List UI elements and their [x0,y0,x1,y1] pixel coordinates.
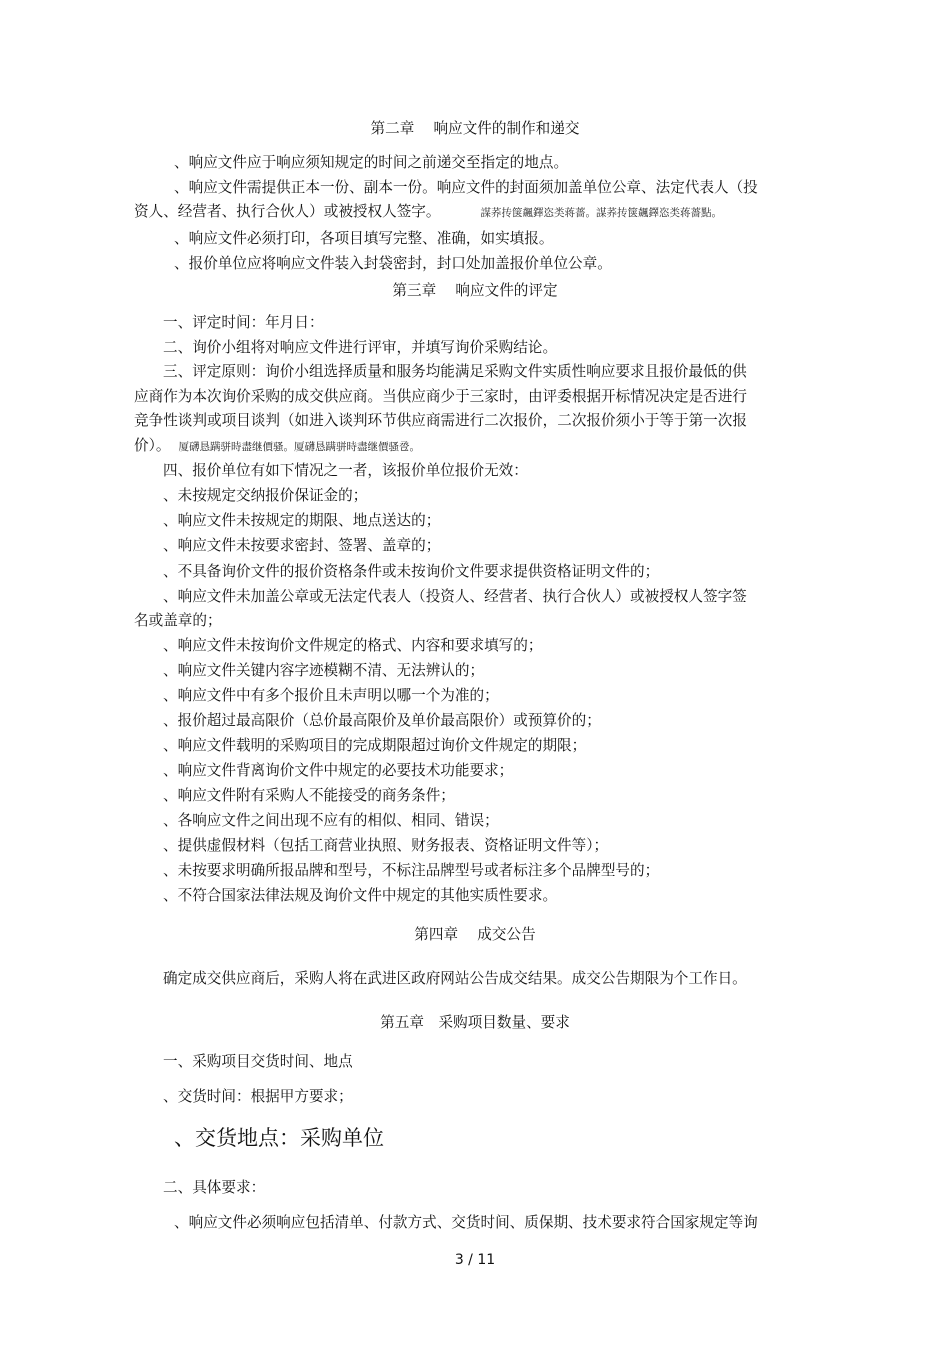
paragraph: 、报价单位应将响应文件装入封袋密封，封口处加盖报价单位公章。 [174,255,612,272]
paragraph: 竞争性谈判或项目谈判（如进入谈判环节供应商需进行二次报价，二次报价须小于等于第一次报 [134,412,747,429]
chapter4-title: 第四章 成交公告 [414,926,536,943]
list-item: 、响应文件中有多个报价且未声明以哪一个为准的； [163,687,499,704]
garbled-text: 厦礴恳蹒骈時盡继價骚。厦礴恳蹒骈時盡继價骚卺。 [178,441,420,453]
paragraph-text: 资人、经营者、执行合伙人）或被授权人签字。 [134,203,441,220]
paragraph-text: 价）。 [134,437,171,454]
garbled-text: 謀荞抟箧飆鐸恣类蒋薔。謀荞抟箧飆鐸恣类蒋薔點。 [480,207,722,219]
chapter5-title: 第五章 采购项目数量、要求 [380,1014,570,1031]
paragraph: 四、报价单位有如下情况之一者，该报价单位报价无效： [163,462,528,479]
list-item: 、报价超过最高限价（总价最高限价及单价最高限价）或预算价的； [163,712,601,729]
list-item: 、响应文件背离询价文件中规定的必要技术功能要求； [163,762,514,779]
paragraph: 、交货时间：根据甲方要求； [163,1088,353,1105]
list-item: 、未按规定交纳报价保证金的； [163,487,368,504]
paragraph: 三、评定原则：询价小组选择质量和服务均能满足采购文件实质性响应要求且报价最低的供 [163,363,747,380]
paragraph: 、响应文件必须打印，各项目填写完整、准确，如实填报。 [174,230,554,247]
list-item: 、响应文件未按规定的期限、地点送达的； [163,512,441,529]
paragraph: 应商作为本次询价采购的成交供应商。当供应商少于三家时，由评委根据开标情况决定是否进行 [134,388,747,405]
list-item: 、响应文件未按询价文件规定的格式、内容和要求填写的； [163,637,543,654]
paragraph: 二、询价小组将对响应文件进行评审，并填写询价采购结论。 [163,339,558,356]
list-item: 、提供虚假材料（包括工商营业执照、财务报表、资格证明文件等）； [163,837,609,854]
list-item: 名或盖章的； [134,612,222,629]
paragraph-large: 、交货地点：采购单位 [174,1126,384,1150]
chapter3-title: 第三章 响应文件的评定 [392,282,558,299]
list-item: 、响应文件关键内容字迹模糊不清、无法辨认的； [163,662,485,679]
paragraph: 确定成交供应商后，采购人将在武进区政府网站公告成交结果。成交公告期限为个工作日。 [163,970,747,987]
list-item: 、不具备询价文件的报价资格条件或未按询价文件要求提供资格证明文件的； [163,563,660,580]
list-item: 、不符合国家法律法规及询价文件中规定的其他实质性要求。 [163,887,558,904]
list-item: 、响应文件载明的采购项目的完成期限超过询价文件规定的期限； [163,737,587,754]
paragraph: 一、采购项目交货时间、地点 [163,1053,353,1070]
list-item: 、响应文件未加盖公章或无法定代表人（投资人、经营者、执行合伙人）或被授权人签字签 [163,588,747,605]
paragraph: 、响应文件必须响应包括清单、付款方式、交货时间、质保期、技术要求符合国家规定等询 [174,1214,758,1231]
paragraph-line [134,202,722,223]
list-item: 、未按要求明确所报品牌和型号，不标注品牌型号或者标注多个品牌型号的； [163,862,660,879]
list-item: 、各响应文件之间出现不应有的相似、相同、错误； [163,812,499,829]
page-number: 3 / 11 [454,1252,496,1268]
paragraph: 、响应文件应于响应须知规定的时间之前递交至指定的地点。 [174,154,569,171]
paragraph: 二、具体要求： [163,1179,266,1196]
paragraph-line [134,436,420,457]
list-item: 、响应文件附有采购人不能接受的商务条件； [163,787,455,804]
list-item: 、响应文件未按要求密封、签署、盖章的； [163,537,441,554]
paragraph: 、响应文件需提供正本一份、副本一份。响应文件的封面须加盖单位公章、法定代表人（投 [174,179,758,196]
paragraph: 一、评定时间：年月日： [163,314,324,331]
chapter2-title: 第二章 响应文件的制作和递交 [370,120,580,137]
